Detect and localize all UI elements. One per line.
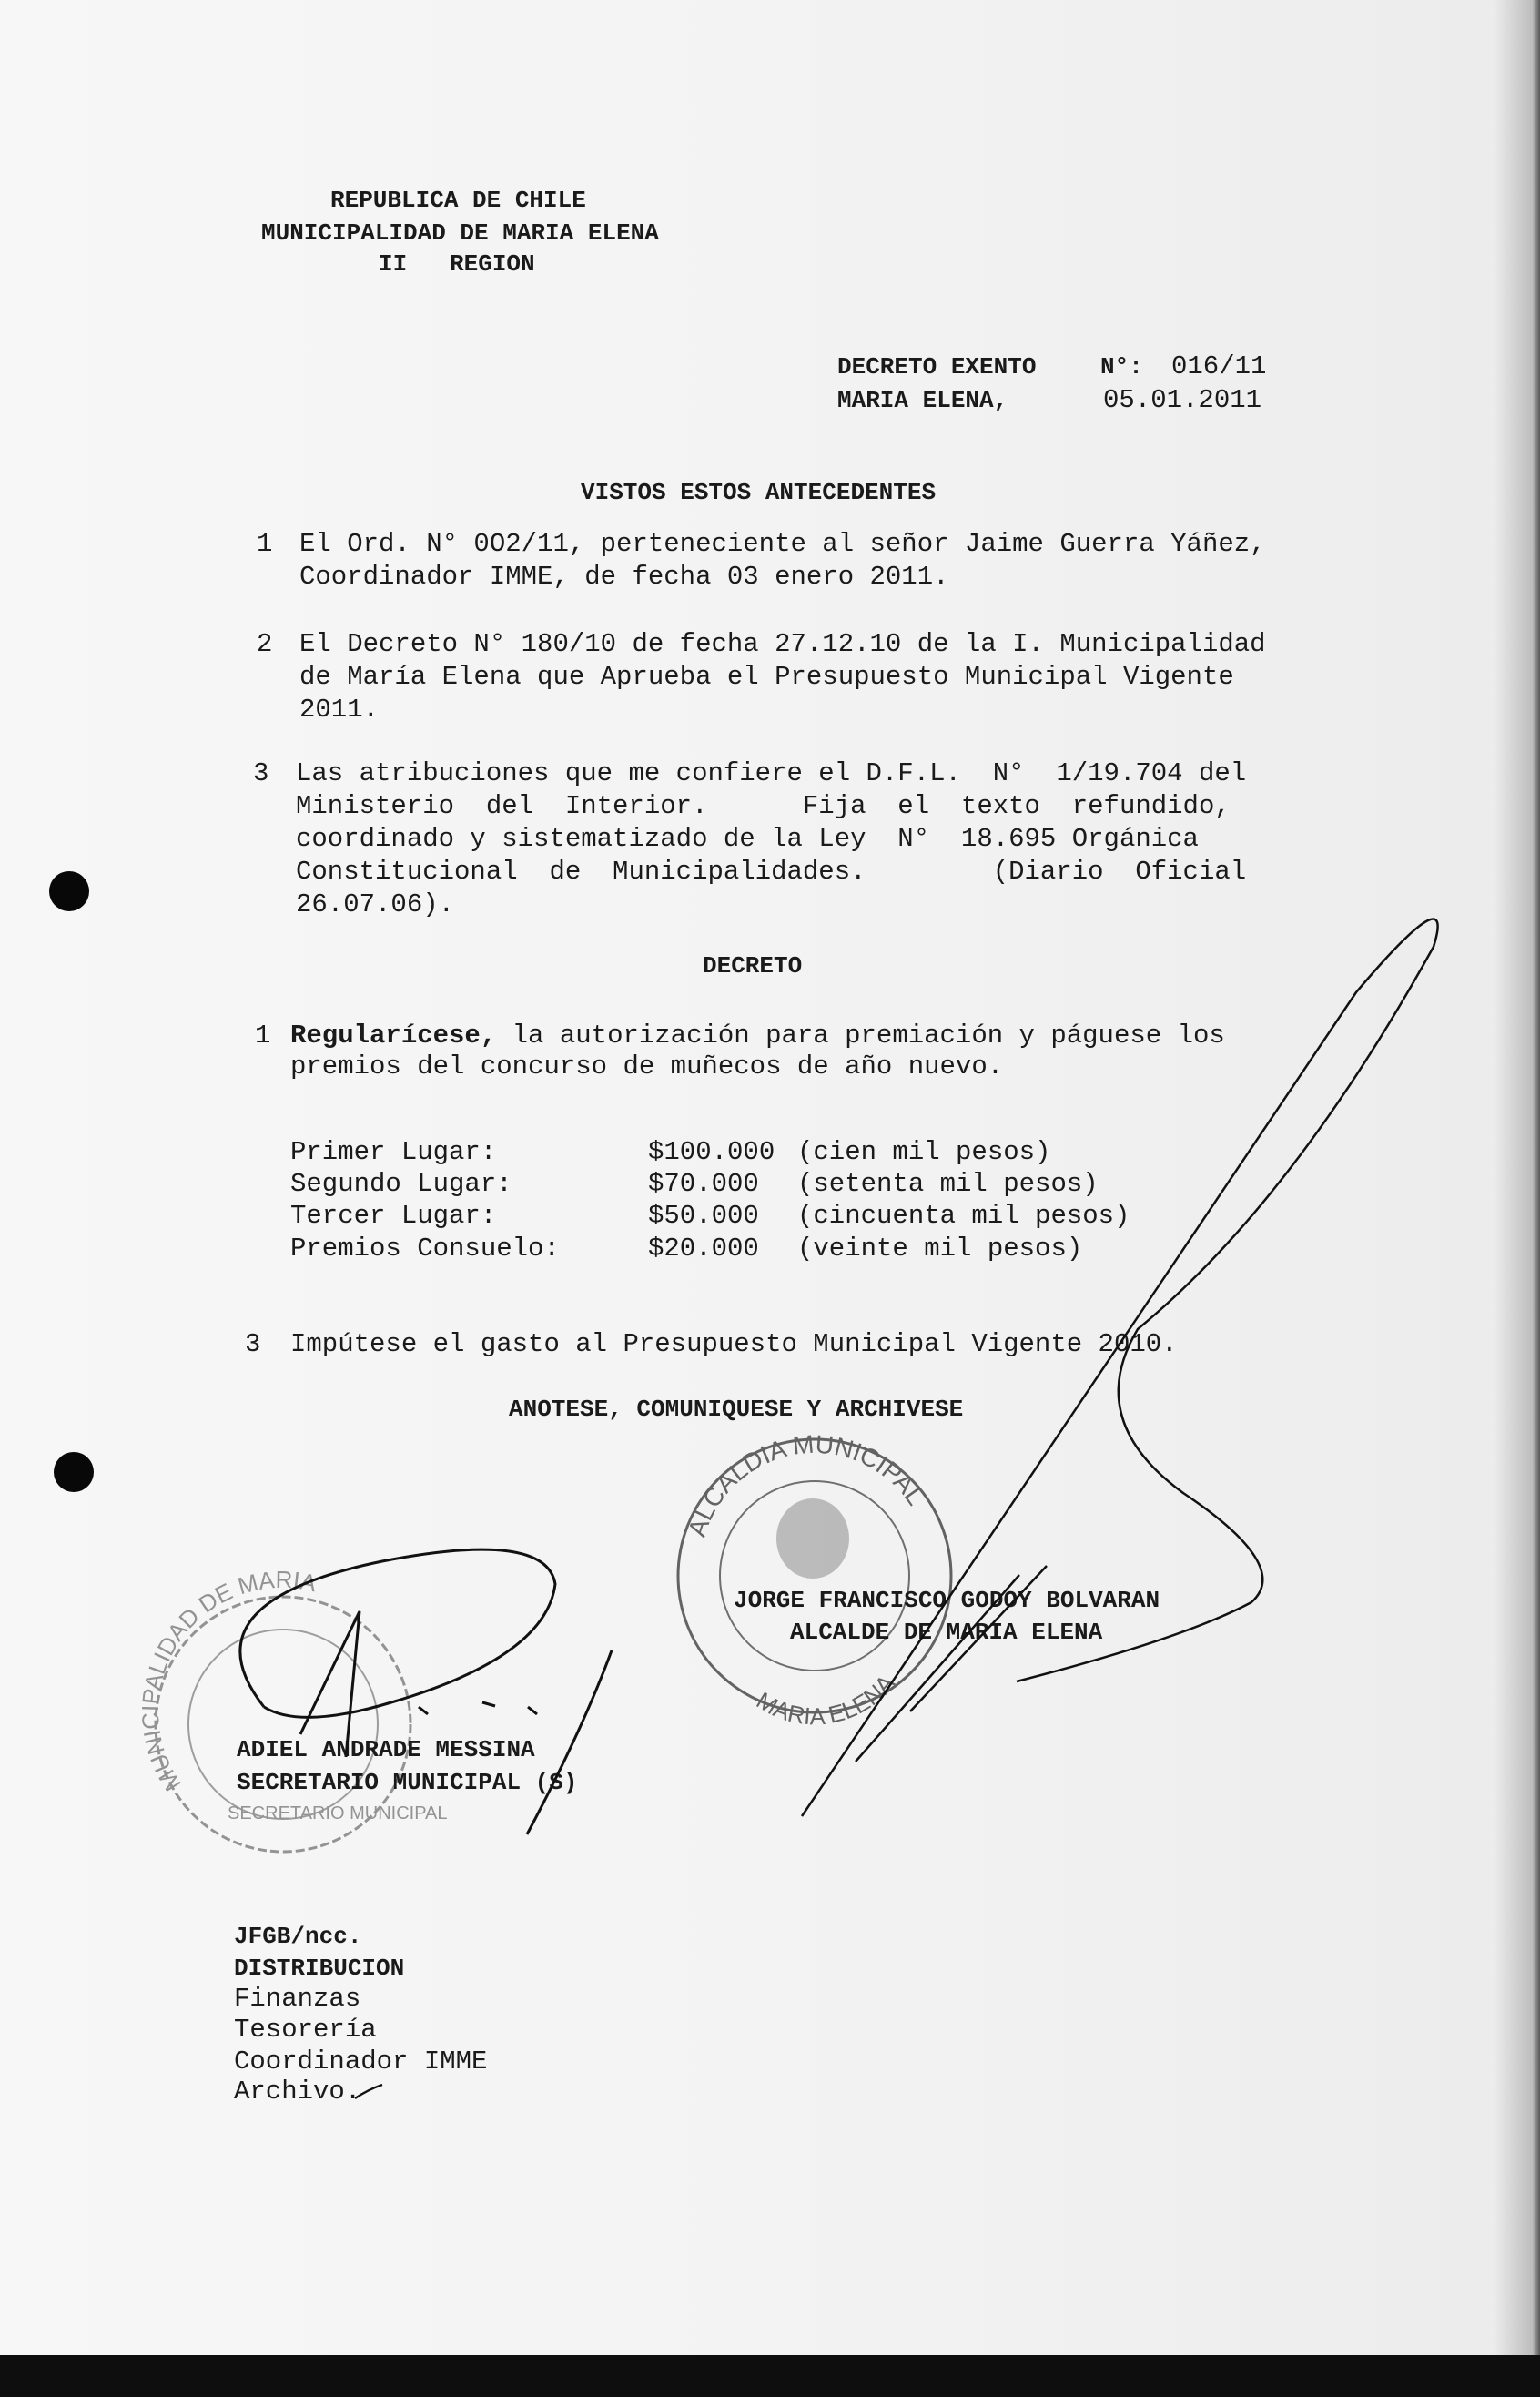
decree-no-label: N°: — [1100, 353, 1143, 381]
prize-amount: $20.000 — [648, 1234, 759, 1264]
decree-date: 05.01.2011 — [1103, 385, 1262, 415]
prize-words: (veinte mil pesos) — [797, 1234, 1083, 1264]
mayor-name: JORGE FRANCISCO GODOY BOLVARAN — [734, 1587, 1160, 1614]
vistos-line: coordinado y sistematizado de la Ley N° 18.695 Orgánica — [296, 824, 1199, 854]
decree-number: 016/11 — [1171, 351, 1267, 381]
secretary-stamp-text: MUNICIPALIDAD DE MARIA — [136, 1565, 319, 1796]
vistos-line: Las atribuciones que me confiere el D.F.L. N° 1/19.704 del — [296, 758, 1247, 788]
mayor-title: ALCALDE DE MARIA ELENA — [790, 1619, 1103, 1646]
distribution-title: DISTRIBUCION — [234, 1955, 405, 1982]
decreto-num: 1 — [255, 1021, 271, 1051]
prize-words: (cincuenta mil pesos) — [797, 1201, 1130, 1231]
prize-words: (cien mil pesos) — [797, 1137, 1051, 1167]
closing-formula: ANOTESE, COMUNIQUESE Y ARCHIVESE — [509, 1396, 964, 1423]
prize-amount: $100.000 — [648, 1137, 775, 1167]
vistos-num: 3 — [253, 758, 269, 788]
prize-label: Segundo Lugar: — [290, 1169, 512, 1199]
header-region: II REGION — [379, 250, 535, 278]
distribution-item: Tesorería — [234, 2015, 377, 2045]
prize-amount: $50.000 — [648, 1201, 759, 1231]
decreto-title: DECRETO — [703, 952, 803, 980]
prize-label: Primer Lugar: — [290, 1137, 497, 1167]
distribution-item: Archivo. — [234, 2077, 361, 2107]
header-municipality: MUNICIPALIDAD DE MARIA ELENA — [261, 219, 659, 247]
distribution-item: Finanzas — [234, 1984, 361, 2014]
vistos-line: Ministerio del Interior. Fija el texto refundido, — [296, 791, 1231, 821]
secretary-title: SECRETARIO MUNICIPAL (S) — [237, 1769, 578, 1796]
mayor-stamp-top: ALCALDIA MUNICIPAL — [682, 1429, 931, 1540]
vistos-line: 26.07.06). — [296, 889, 455, 919]
scan-border — [0, 2355, 1540, 2397]
header-republic: REPUBLICA DE CHILE — [330, 187, 586, 214]
decree-type: DECRETO EXENTO — [837, 353, 1037, 381]
vistos-line: El Decreto N° 180/10 de fecha 27.12.10 de la I. Municipalidad — [299, 629, 1266, 659]
vistos-num: 2 — [257, 629, 273, 659]
prize-label: Tercer Lugar: — [290, 1201, 497, 1231]
secretary-name: ADIEL ANDRADE MESSINA — [237, 1736, 535, 1763]
decreto-item1-rest: la autorización para premiación y páguese los — [496, 1021, 1225, 1051]
initials: JFGB/ncc. — [234, 1923, 362, 1950]
distribution-item: Coordinador IMME — [234, 2047, 488, 2077]
decreto-item1-bold: Regularícese, — [290, 1021, 497, 1051]
vistos-title: VISTOS ESTOS ANTECEDENTES — [581, 479, 937, 506]
secretary-stamp-inner: SECRETARIO MUNICIPAL — [228, 1803, 448, 1823]
decreto-item1-line2: premios del concurso de muñecos de año nuevo. — [290, 1051, 1004, 1082]
decreto-item3: Impútese el gasto al Presupuesto Municipal Vigente 2010. — [290, 1329, 1178, 1359]
mayor-signature — [802, 919, 1438, 1816]
vistos-line: Constitucional de Municipalidades. (Diario Oficial — [296, 857, 1247, 887]
vistos-line: 2011. — [299, 695, 380, 725]
vistos-num: 1 — [257, 529, 273, 559]
decree-place: MARIA ELENA, — [837, 387, 1008, 414]
vistos-line: Coordinador IMME, de fecha 03 enero 2011. — [299, 562, 949, 592]
mayor-stamp-bottom: MARIA ELENA — [752, 1669, 900, 1731]
prize-words: (setenta mil pesos) — [797, 1169, 1099, 1199]
vistos-line: de María Elena que Aprueba el Presupuesto Municipal Vigente — [299, 662, 1234, 692]
vistos-line: El Ord. N° 0O2/11, perteneciente al señor Jaime Guerra Yáñez, — [299, 529, 1266, 559]
decreto-num: 3 — [245, 1329, 261, 1359]
prize-label: Premios Consuelo: — [290, 1234, 560, 1264]
prize-amount: $70.000 — [648, 1169, 759, 1199]
secretary-signature — [240, 1549, 612, 1834]
